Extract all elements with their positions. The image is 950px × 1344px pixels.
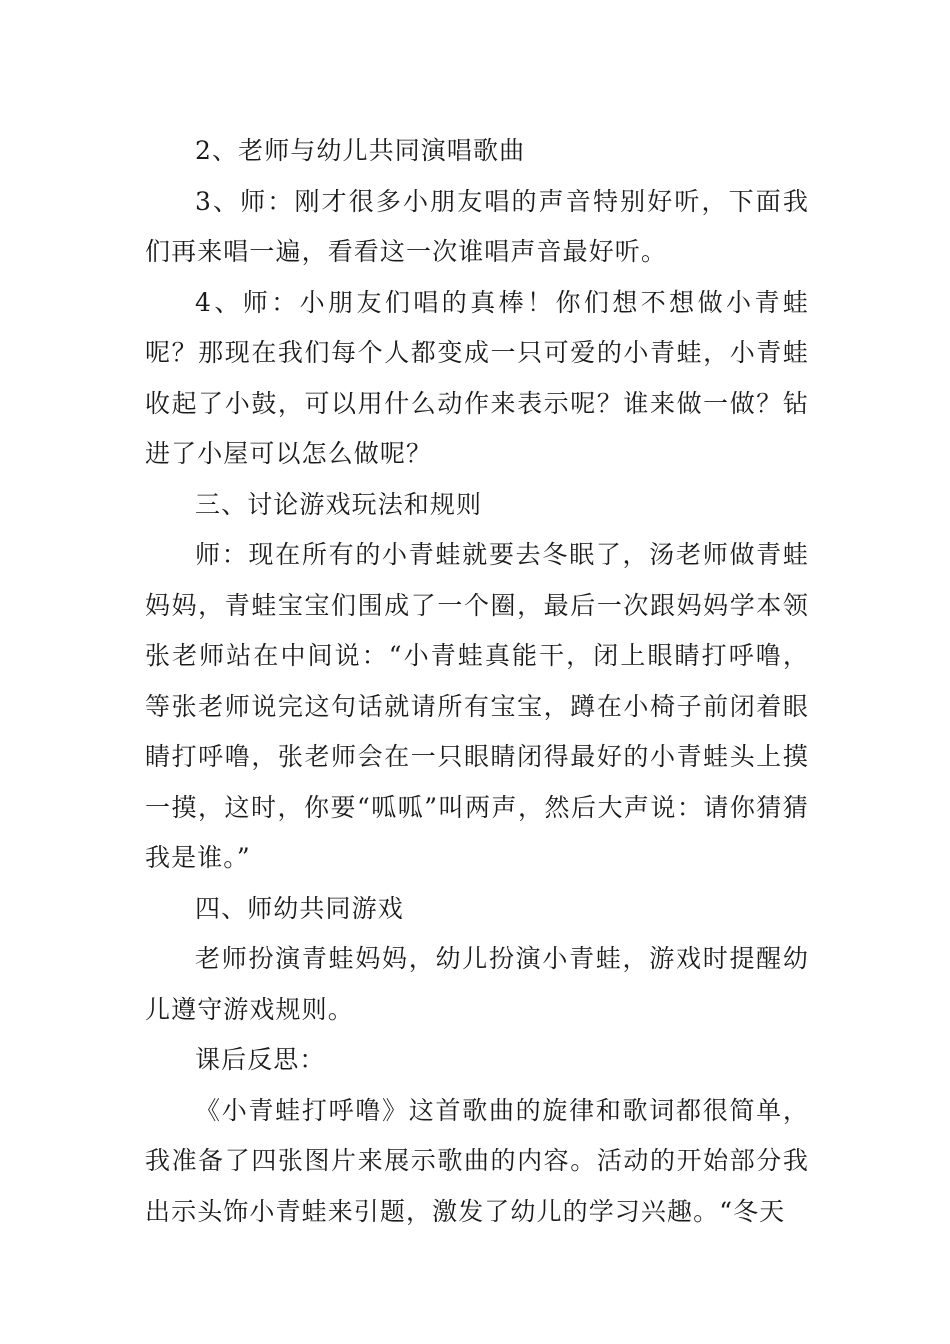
paragraph-little-frog: 4、师：小朋友们唱的真棒！你们想不想做小青蛙呢？那现在我们每个人都变成一只可爱的小青蛙，小青蛙收起了小鼓，可以用什么动作来表示呢？谁来做一做？钻进了小屋可以怎么做呢？ bbox=[145, 287, 809, 468]
section-heading-discuss-rules: 三、讨论游戏玩法和规则 bbox=[195, 489, 483, 519]
paragraph-teacher-roles: 老师扮演青蛙妈妈，幼儿扮演小青蛙，游戏时提醒幼儿遵守游戏规则。 bbox=[145, 944, 809, 1024]
paragraph-game-rules: 师：现在所有的小青蛙就要去冬眠了，汤老师做青蛙妈妈，青蛙宝宝们围成了一个圈，最后一次跟妈妈学本领张老师站在中间说：“小青蛙真能干，闭上眼睛打呼噜，等张老师说完这句话就请所有宝宝，蹲在小椅子前闭着眼睛打呼噜，张老师会在一只眼睛闭得最好的小青蛙头上摸一摸，这时，你要“呱呱”叫两声，然后大声说：请你猜猜我是谁。” bbox=[145, 540, 809, 872]
paragraph-sing-again: 3、师：刚才很多小朋友唱的声音特别好听，下面我们再来唱一遍，看看这一次谁唱声音最好听。 bbox=[145, 186, 809, 266]
section-heading-reflection: 课后反思： bbox=[195, 1045, 326, 1074]
section-heading-play-game: 四、师幼共同游戏 bbox=[195, 893, 404, 923]
paragraph-sing-together: 2、老师与幼儿共同演唱歌曲 bbox=[195, 136, 526, 165]
document-body bbox=[145, 126, 809, 1237]
paragraph-reflection: 《小青蛙打呼噜》这首歌曲的旋律和歌词都很简单，我准备了四张图片来展示歌曲的内容。活动的开始部分我出示头饰小青蛙来引题，激发了幼儿的学习兴趣。“冬天 bbox=[145, 1095, 809, 1226]
